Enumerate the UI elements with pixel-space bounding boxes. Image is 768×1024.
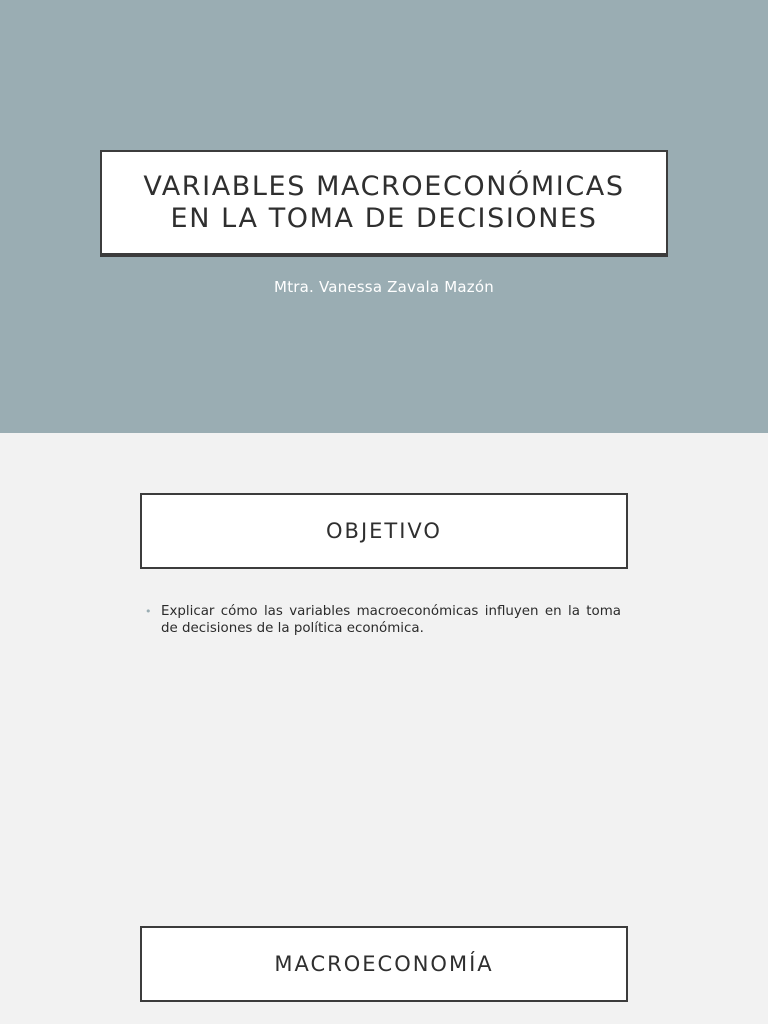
- title-line-2: EN LA TOMA DE DECISIONES: [170, 202, 598, 234]
- bullet-item: [145, 603, 621, 637]
- objective-slide: [0, 433, 768, 866]
- objective-heading: OBJETIVO: [326, 519, 442, 543]
- title-box: [100, 150, 668, 257]
- macroeconomia-heading: MACROECONOMÍA: [274, 952, 494, 976]
- presenter-name: Mtra. Vanessa Zavala Mazón: [274, 278, 494, 296]
- bullet-text: Explicar cómo las variables macroeconómicas influyen en la toma de decisiones de la política económica.: [161, 604, 621, 636]
- bullet-dot-icon: •: [145, 605, 152, 618]
- objective-heading-box: [140, 493, 628, 569]
- title-slide: [0, 0, 768, 433]
- macroeconomia-heading-box: [140, 926, 628, 1002]
- title-line-1: VARIABLES MACROECONÓMICAS: [143, 170, 625, 202]
